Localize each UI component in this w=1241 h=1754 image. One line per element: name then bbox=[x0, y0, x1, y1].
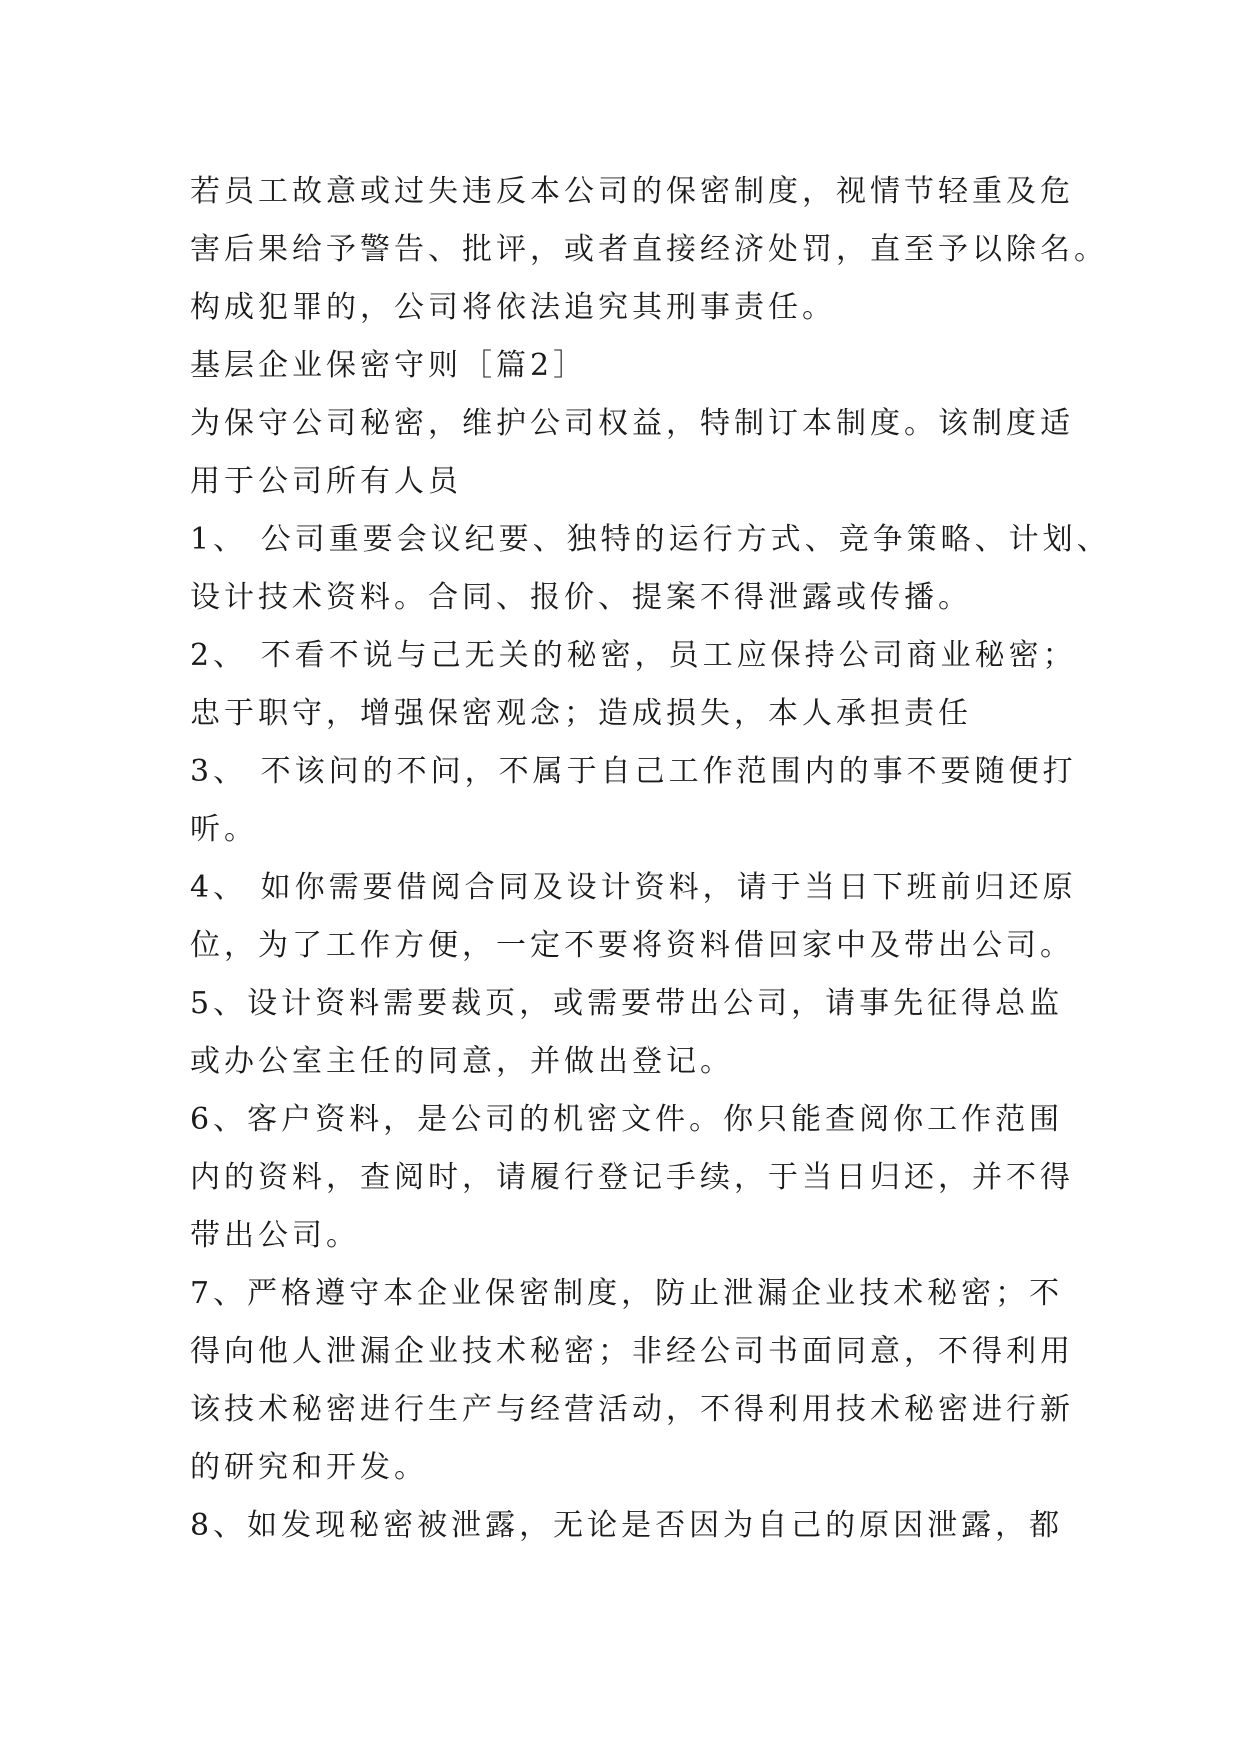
text-line: 构成犯罪的，公司将依法追究其刑事责任。 bbox=[190, 290, 836, 325]
list-item-5: 5、设计资料需要裁页，或需要带出公司，请事先征得总监 bbox=[190, 986, 1064, 1021]
text-line: 或办公室主任的同意，并做出登记。 bbox=[190, 1044, 734, 1079]
text-line: 忠于职守，增强保密观念；造成损失，本人承担责任 bbox=[190, 696, 972, 731]
list-item-7: 7、严格遵守本企业保密制度，防止泄漏企业技术秘密；不 bbox=[190, 1276, 1064, 1311]
text-line: 内的资料，查阅时，请履行登记手续，于当日归还，并不得 bbox=[190, 1160, 1074, 1195]
document-body bbox=[190, 163, 1111, 1555]
section-heading: 基层企业保密守则［篇2］ bbox=[190, 348, 588, 383]
list-item-4: 4、 如你需要借阅合同及设计资料，请于当日下班前归还原 bbox=[190, 870, 1077, 905]
text-line: 害后果给予警告、批评，或者直接经济处罚，直至予以除名。 bbox=[190, 232, 1108, 267]
text-line: 得向他人泄漏企业技术秘密；非经公司书面同意，不得利用 bbox=[190, 1334, 1074, 1369]
list-item-1: 1、 公司重要会议纪要、独特的运行方式、竞争策略、计划、 bbox=[190, 522, 1111, 557]
list-item-2: 2、 不看不说与己无关的秘密，员工应保持公司商业秘密； bbox=[190, 638, 1077, 673]
text-line: 为保守公司秘密，维护公司权益，特制订本制度。该制度适 bbox=[190, 406, 1074, 441]
list-item-6: 6、客户资料，是公司的机密文件。你只能查阅你工作范围 bbox=[190, 1102, 1064, 1137]
text-line: 位，为了工作方便，一定不要将资料借回家中及带出公司。 bbox=[190, 928, 1074, 963]
text-line: 带出公司。 bbox=[190, 1218, 360, 1253]
text-line: 听。 bbox=[190, 812, 258, 847]
text-line: 设计技术资料。合同、报价、提案不得泄露或传播。 bbox=[190, 580, 972, 615]
text-line: 的研究和开发。 bbox=[190, 1450, 428, 1485]
list-item-3: 3、 不该问的不问，不属于自己工作范围内的事不要随便打 bbox=[190, 754, 1077, 789]
text-line: 用于公司所有人员 bbox=[190, 464, 462, 499]
list-item-8: 8、如发现秘密被泄露，无论是否因为自己的原因泄露，都 bbox=[190, 1508, 1064, 1543]
text-line: 该技术秘密进行生产与经营活动，不得利用技术秘密进行新 bbox=[190, 1392, 1074, 1427]
text-line: 若员工故意或过失违反本公司的保密制度，视情节轻重及危 bbox=[190, 174, 1074, 209]
